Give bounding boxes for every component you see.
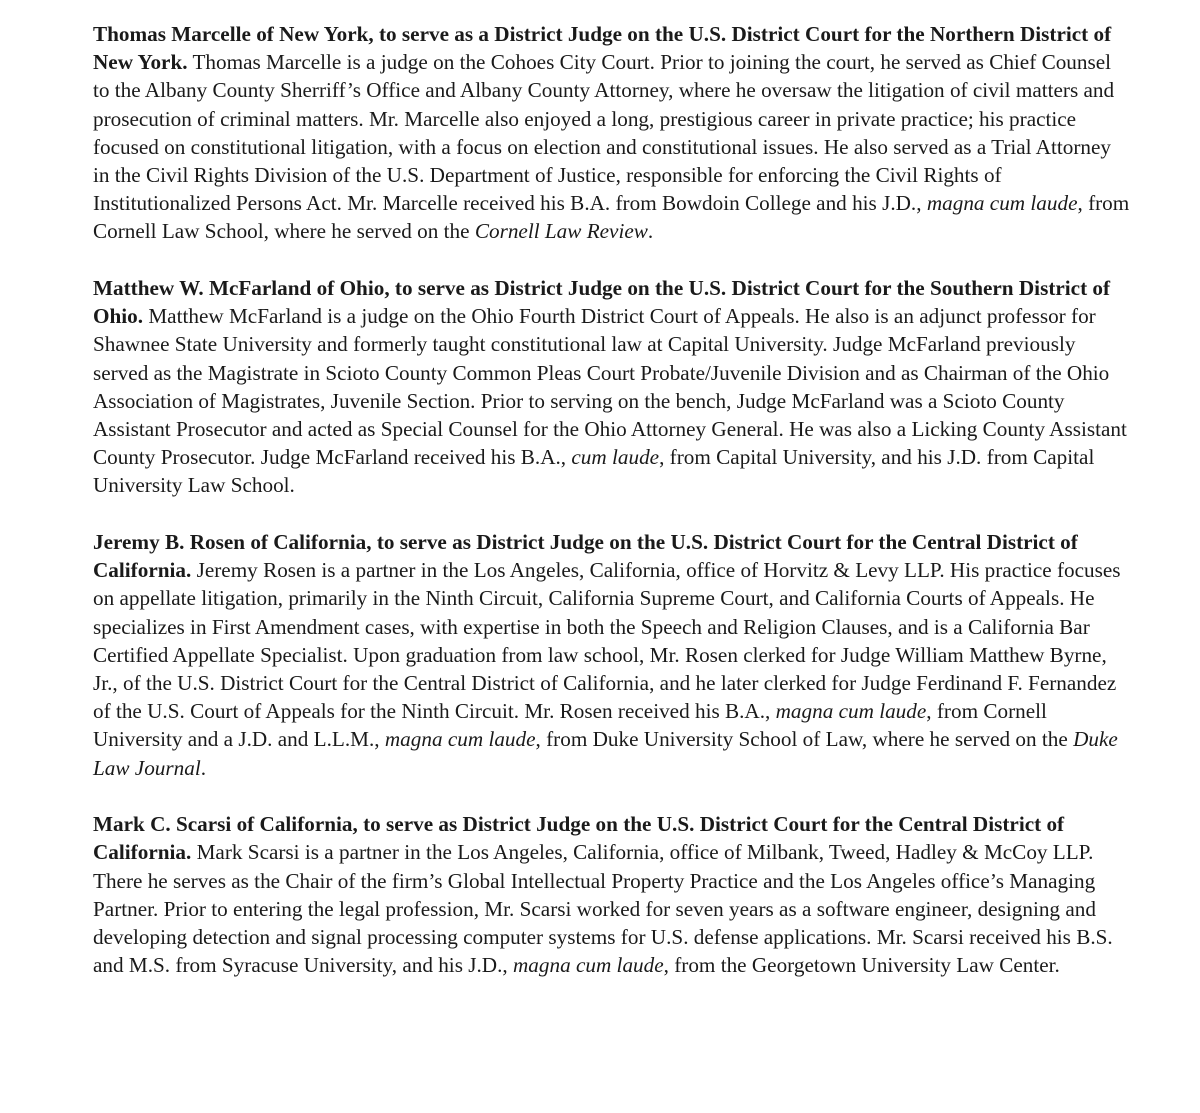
journal-title: Duke Law Journal [93,727,1118,780]
bio-text: Thomas Marcelle is a judge on the Cohoes City Court. Prior to joining the court, he served as Chief Counsel to the Albany County Sherriff’s Office and Albany County Attorney, where he oversaw the litigation of civil matters and prosecution of criminal matters. Mr. Marcelle also enjoyed a long, prestigious career in private practice; his practice focused on constitutional litigation, with a focus on election and constitutional issues. He also served as a Trial Attorney in the Civil Rights Division of the U.S. Department of Justice, responsible for enforcing the Civil Rights of Institutionalized Persons Act. Mr. Marcelle received his B.A. from Bowdoin College and his J.D., [93,50,1115,216]
nominee-heading: Matthew W. McFarland of Ohio, to serve as District Judge on the U.S. District Court for the Southern District of Ohio. [93,276,1111,329]
bio-text: Mark Scarsi is a partner in the Los Angeles, California, office of Milbank, Tweed, Hadley & McCoy LLP. There he serves as the Chair of the firm’s Global Intellectual Property Practice and the Los Angeles office’s Managing Partner. Prior to entering the legal profession, Mr. Scarsi worked for seven years as a software engineer, designing and developing detection and signal processing computer systems for U.S. defense applications. Mr. Scarsi received his B.S. and M.S. from Syracuse University, and his J.D., [93,840,1113,978]
latin-honor: cum laude [571,445,660,470]
nominee-heading: Jeremy B. Rosen of California, to serve as District Judge on the U.S. District Court for the Central District of California. [93,530,1078,583]
bio-text: , from Duke University School of Law, where he served on the [535,727,1074,752]
latin-honor: magna cum laude [926,191,1078,216]
bio-text: . [647,219,654,244]
latin-honor: magna cum laude [384,727,536,752]
bio-text: Matthew McFarland is a judge on the Ohio Fourth District Court of Appeals. He also is an adjunct professor for Shawnee State University and formerly taught constitutional law at Capital University. Judge McFarland previously served as the Magistrate in Scioto County Common Pleas Court Probate/Juvenile Division and as Chairman of the Ohio Association of Magistrates, Juvenile Section. Prior to serving on the bench, Judge McFarland was a Scioto County Assistant Prosecutor and acted as Special Counsel for the Ohio Attorney General. He was also a Licking County Assistant County Prosecutor. Judge McFarland received his B.A., [93,304,1127,470]
bio-text: , from Cornell Law School, where he served on the [93,191,1130,244]
bio-text: , from the Georgetown University Law Center. [663,953,1060,978]
bio-text: , from Capital University, and his J.D. from Capital University Law School. [93,445,1095,498]
latin-honor: magna cum laude [512,953,664,978]
bio-text: . [200,755,207,780]
nominee-heading: Thomas Marcelle of New York, to serve as a District Judge on the U.S. District Court for the Northern District of New York. [93,22,1112,75]
bio-text: , from Cornell University and a J.D. and L.L.M., [93,699,1047,752]
journal-title: Cornell Law Review [474,219,648,244]
bio-text: Jeremy Rosen is a partner in the Los Angeles, California, office of Horvitz & Levy LLP. His practice focuses on appellate litigation, primarily in the Ninth Circuit, California Supreme Court, and California Courts of Appeals. He specializes in First Amendment cases, with expertise in both the Speech and Religion Clauses, and is a California Bar Certified Appellate Specialist. Upon graduation from law school, Mr. Rosen clerked for Judge William Matthew Byrne, Jr., of the U.S. District Court for the Central District of California, and he later clerked for Judge Ferdinand F. Fernandez of the U.S. Court of Appeals for the Ninth Circuit. Mr. Rosen received his B.A., [93,558,1121,724]
nominee-heading: Mark C. Scarsi of California, to serve as District Judge on the U.S. District Court for the Central District of California. [93,812,1065,865]
latin-honor: magna cum laude [775,699,927,724]
nominee-entry-mcfarland [93,274,1132,500]
nominee-entry-rosen [93,528,1132,782]
nominee-entry-scarsi [93,810,1132,979]
nominee-entry-marcelle [93,20,1132,246]
